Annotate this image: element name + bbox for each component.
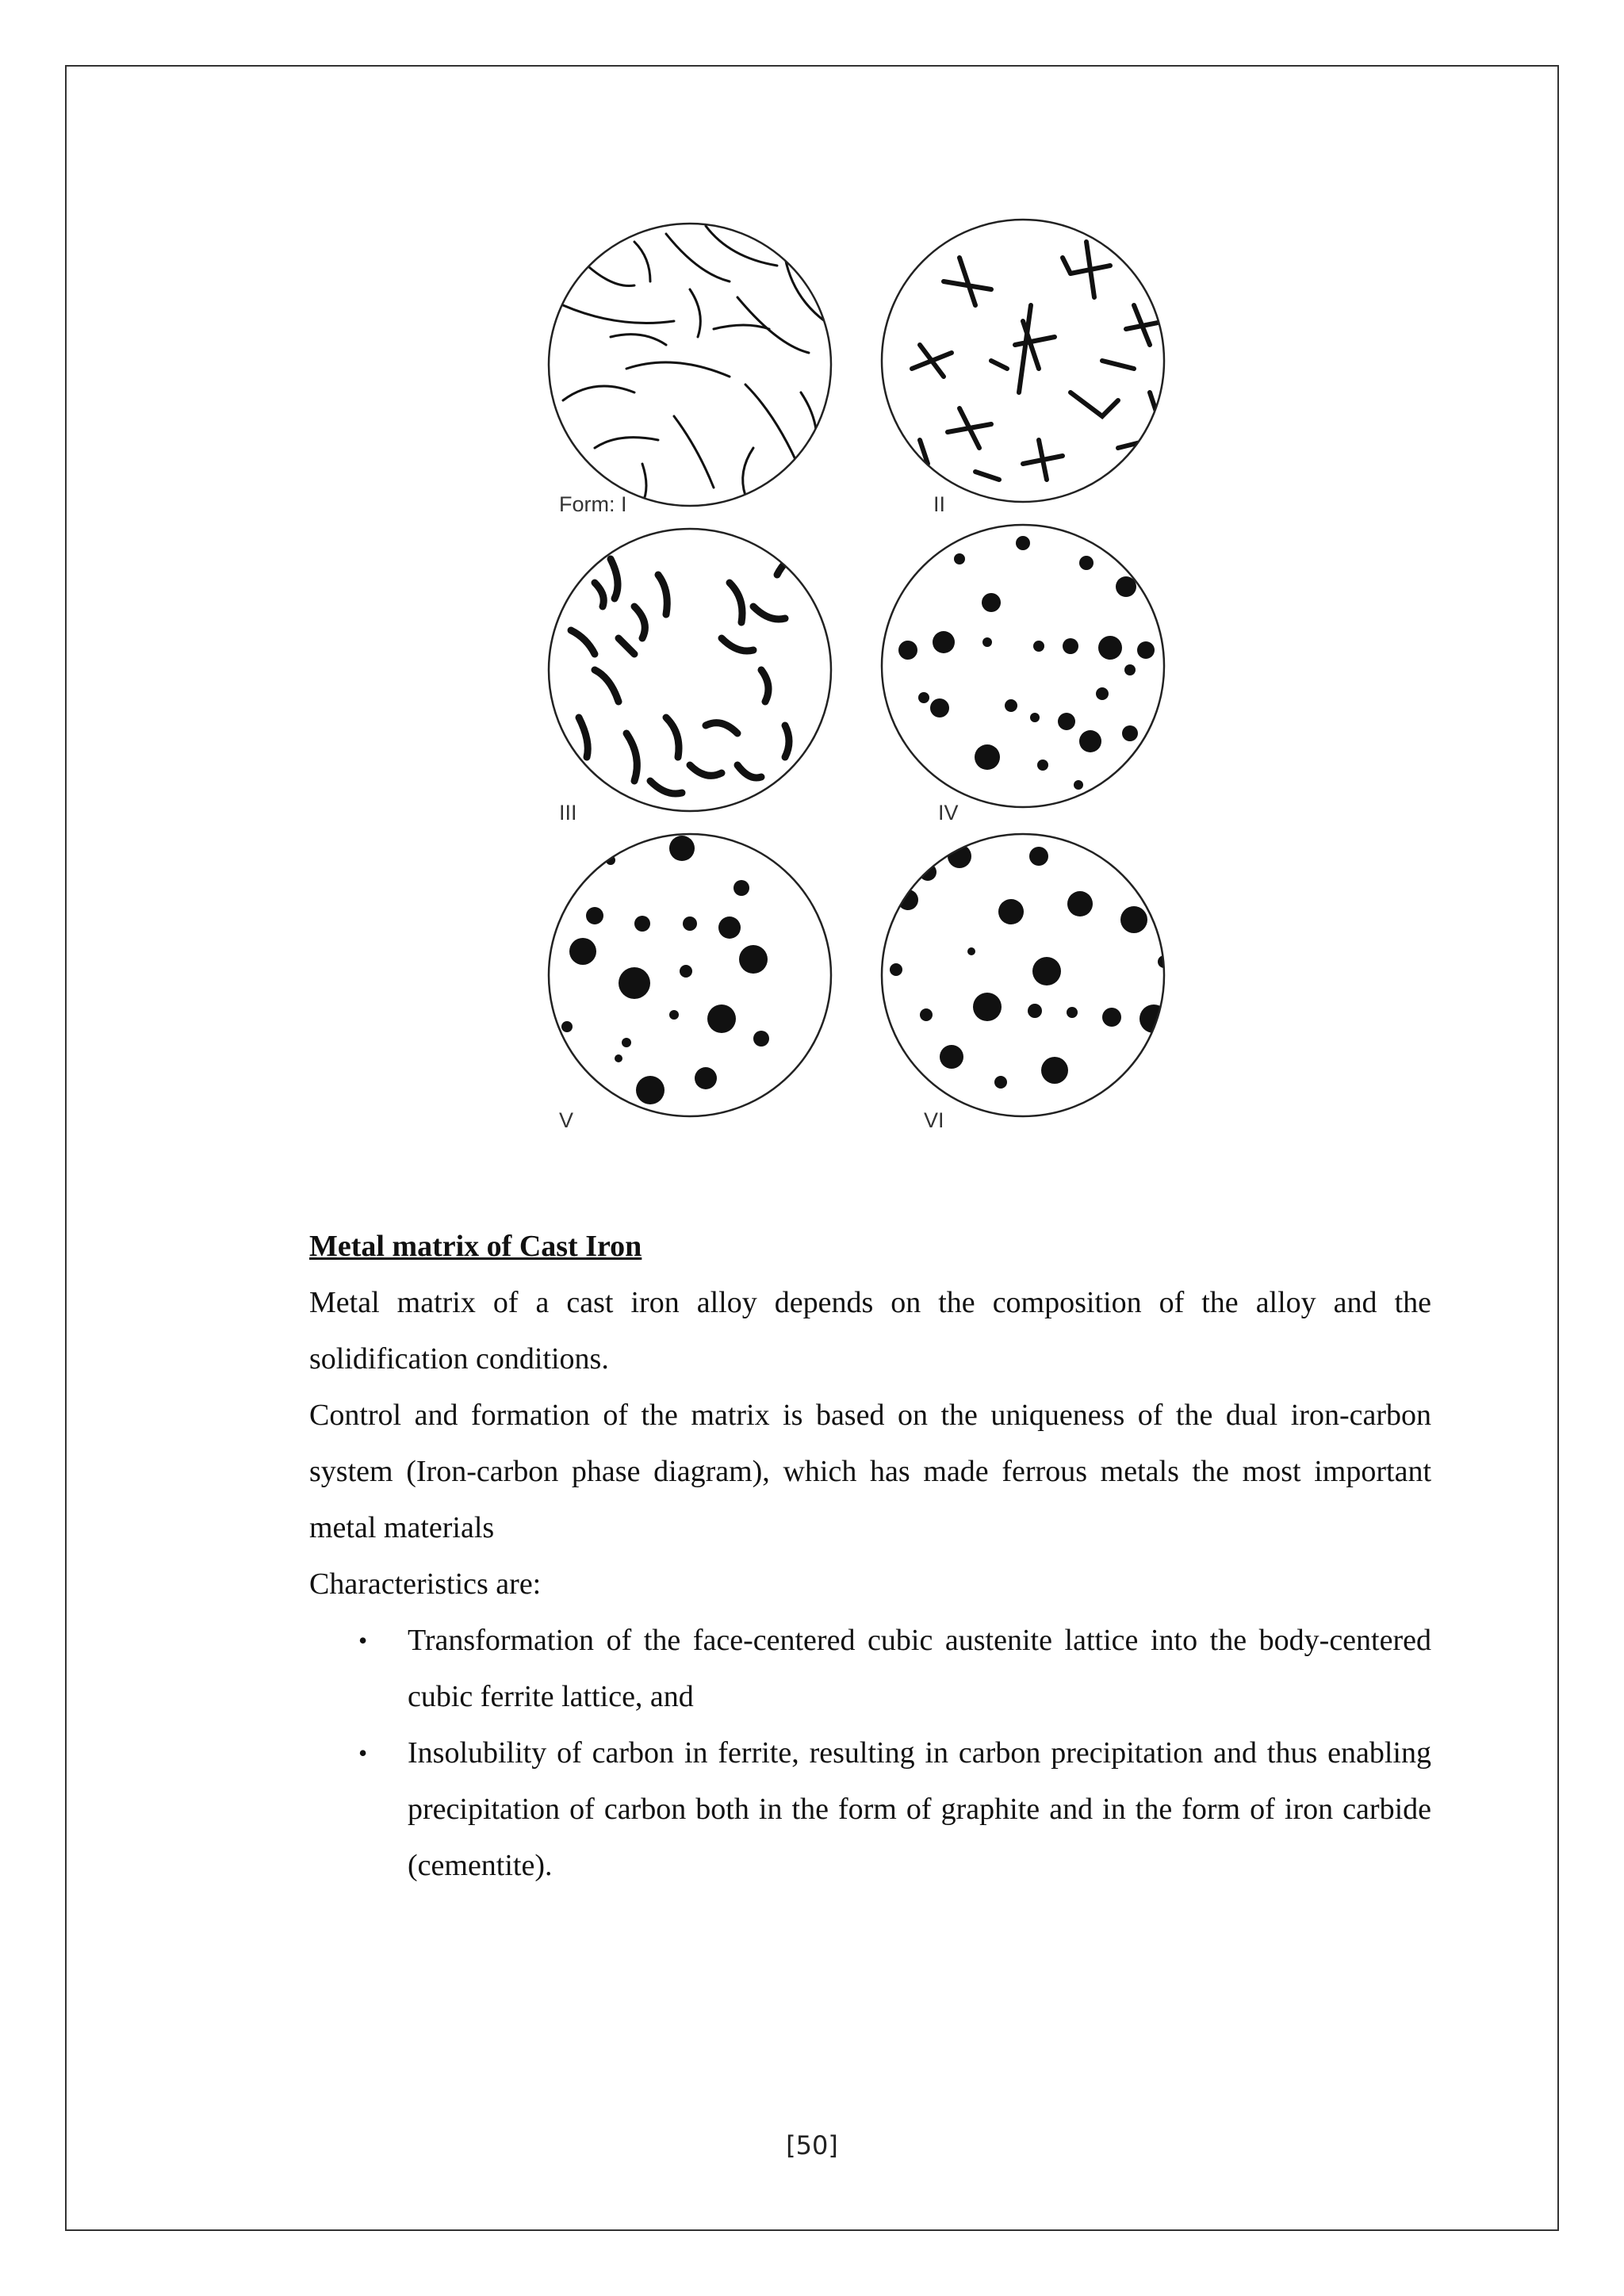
graphite-forms-figure: [547, 210, 1205, 1150]
bullet-icon: •: [358, 1739, 368, 1767]
paragraph-control-formation: Control and formation of the matrix is based on the uniqueness of the dual iron-carbon system (Iron-carbon phase diagram), which has made ferrous metals the most important metal materials: [309, 1399, 1431, 1544]
list-item-text: Transformation of the face-centered cubic austenite lattice into the body-centered cubic ferrite lattice, and: [408, 1624, 1431, 1713]
list-item: [309, 1613, 1431, 1725]
form-ii-irregular-graphite: [882, 220, 1166, 502]
form-iii-clustered-graphite: [549, 529, 831, 811]
list-item-text: Insolubility of carbon in ferrite, resulting in carbon precipitation and thus enabling precipitation of carbon both in the form of graphite and in the form of iron carbide (cementite).: [408, 1736, 1431, 1882]
form-label-iii: III: [559, 801, 577, 825]
characteristics-list: [309, 1613, 1431, 1894]
section-heading: Metal matrix of Cast Iron: [309, 1230, 642, 1263]
paragraph-metal-matrix: Metal matrix of a cast iron alloy depends on the composition of the alloy and the solidification conditions.: [309, 1286, 1431, 1376]
list-item: [309, 1725, 1431, 1894]
form-label-ii: II: [933, 492, 946, 516]
characteristics-intro: Characteristics are:: [309, 1567, 542, 1601]
section-body: [309, 1219, 1431, 1894]
form-v-imperfect-nodular: [549, 834, 831, 1116]
form-label-i: Form: I: [559, 492, 627, 516]
form-label-vi: VI: [924, 1108, 944, 1132]
bullet-icon: •: [358, 1626, 368, 1655]
form-label-iv: IV: [938, 801, 959, 825]
form-vi-nodular-graphite: [882, 834, 1170, 1116]
form-label-v: V: [559, 1108, 574, 1132]
page-number: [50]: [786, 2130, 838, 2160]
graphite-forms-illustration: [547, 210, 1205, 1150]
form-i-flake-graphite: [549, 224, 831, 506]
form-iv-temper-graphite: [882, 525, 1164, 807]
